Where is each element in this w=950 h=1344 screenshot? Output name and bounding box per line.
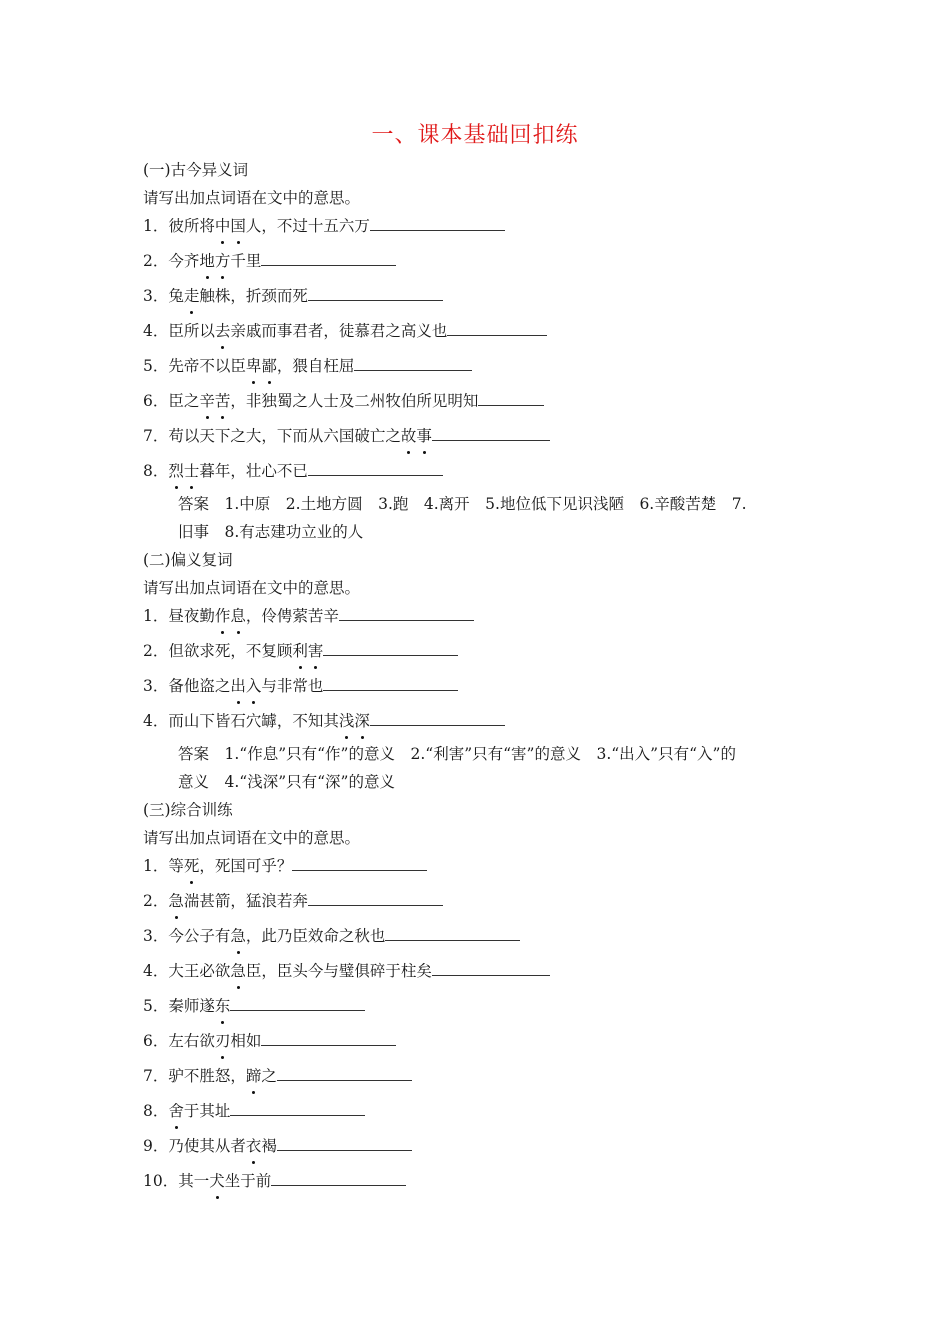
question-item: 8．舍于其址	[143, 1099, 365, 1122]
dotted-word: 急	[230, 962, 246, 980]
question-item: 3．兔走触株，折颈而死	[143, 284, 443, 307]
dotted-word: 东	[214, 997, 231, 1015]
question-item: 1．彼所将中国人，不过十五六万	[143, 214, 505, 237]
dotted-char: 深	[354, 712, 370, 730]
dotted-char: 方	[214, 252, 231, 270]
question-item: 6．臣之辛苦，非独蜀之人士及二州牧伯所见明知	[143, 389, 544, 412]
dotted-char: 辛	[199, 392, 215, 410]
answer-blank[interactable]	[277, 1064, 412, 1081]
answer-blank[interactable]	[308, 889, 443, 906]
section-heading-3: (三)综合训练	[143, 801, 233, 819]
dotted-char: 出	[230, 677, 246, 695]
dotted-word	[215, 607, 246, 625]
dotted-word: 走	[183, 287, 200, 305]
dotted-word: 刃	[214, 1032, 231, 1050]
dotted-char: 中	[214, 217, 231, 235]
question-item: 7．苟以天下之大，下而从六国破亡之故事	[143, 424, 550, 447]
answer-blank[interactable]	[447, 319, 547, 336]
dotted-word	[168, 462, 199, 480]
dotted-char: 作	[214, 607, 231, 625]
dotted-char: 故	[400, 427, 417, 445]
question-item: 8．烈士暮年，壮心不已	[143, 459, 443, 482]
answer-blank[interactable]	[261, 249, 396, 266]
answer-blank[interactable]	[478, 389, 544, 406]
dotted-word	[339, 712, 370, 730]
dotted-word: 去	[214, 322, 231, 340]
question-item: 5．秦师遂东	[143, 994, 365, 1017]
answer-blank[interactable]	[230, 994, 365, 1011]
dotted-char: 士	[183, 462, 200, 480]
dotted-word: 急	[230, 927, 246, 945]
answer-blank[interactable]	[385, 924, 520, 941]
question-item: 9．乃使其从者衣褐	[143, 1134, 412, 1157]
dotted-char: 浅	[338, 712, 355, 730]
dotted-char: 卑	[245, 357, 262, 375]
answer-blank[interactable]	[432, 424, 550, 441]
dotted-word	[401, 427, 432, 445]
dotted-word	[199, 252, 230, 270]
dotted-char: 息	[230, 607, 246, 625]
question-item: 4．臣所以去亲戚而事君者，徒慕君之高义也	[143, 319, 547, 342]
answer-text: 旧事 8.有志建功立业的人	[178, 523, 364, 541]
answer-blank[interactable]	[271, 1169, 406, 1186]
question-item: 1．昼夜勤作息，伶俜萦苦辛	[143, 604, 474, 627]
question-item: 5．先帝不以臣卑鄙，猥自枉屈	[143, 354, 472, 377]
dotted-char: 国	[230, 217, 246, 235]
answer-block-1	[178, 490, 818, 546]
dotted-char: 入	[245, 677, 262, 695]
answer-blank[interactable]	[323, 639, 458, 656]
section-prompt-3: 请写出加点词语在文中的意思。	[143, 829, 361, 847]
answer-text: 意义 4.“浅深”只有“深”的意义	[178, 773, 395, 791]
dotted-word: 蹄	[245, 1067, 262, 1085]
dotted-char: 鄙	[261, 357, 277, 375]
answer-blank[interactable]	[292, 854, 427, 871]
section-prompt-1: 请写出加点词语在文中的意思。	[143, 189, 361, 207]
section-heading-2: (二)偏义复词	[143, 551, 233, 569]
question-item: 4．大王必欲急臣，臣头今与璧俱碎于柱矣	[143, 959, 550, 982]
answer-blank[interactable]	[370, 214, 505, 231]
answer-blank[interactable]	[277, 1134, 412, 1151]
question-item: 2．今齐地方千里	[143, 249, 396, 272]
dotted-word: 死	[183, 857, 200, 875]
section-prompt-2: 请写出加点词语在文中的意思。	[143, 579, 361, 597]
dotted-char: 烈	[168, 462, 184, 480]
dotted-word	[215, 217, 246, 235]
dotted-word	[246, 357, 277, 375]
dotted-word: 衣	[245, 1137, 262, 1155]
answer-blank[interactable]	[323, 674, 458, 691]
question-item: 2．但欲求死，不复顾利害	[143, 639, 458, 662]
question-item: 1．等死，死国可乎？	[143, 854, 427, 877]
question-item: 4．而山下皆石穴罅，不知其浅深	[143, 709, 505, 732]
dotted-char: 利	[292, 642, 308, 660]
answer-text: 答案 1.中原 2.土地方圆 3.跑 4.离开 5.地位低下见识浅陋 6.辛酸苦楚 7.	[178, 495, 747, 513]
question-item: 6．左右欲刃相如	[143, 1029, 396, 1052]
answer-blank[interactable]	[339, 604, 474, 621]
dotted-word	[292, 642, 323, 660]
answer-blank[interactable]	[308, 284, 443, 301]
section-heading-1: (一)古今异义词	[143, 161, 249, 179]
question-item: 3．备他盗之出入与非常也	[143, 674, 458, 697]
dotted-word: 犬	[209, 1172, 225, 1190]
answer-blank[interactable]	[370, 709, 505, 726]
answer-blank[interactable]	[308, 459, 443, 476]
dotted-char: 苦	[214, 392, 231, 410]
dotted-char: 地	[199, 252, 215, 270]
dotted-word	[230, 677, 261, 695]
question-item: 2．急湍甚箭，猛浪若奔	[143, 889, 443, 912]
page-title: 一、课本基础回扣练	[371, 123, 579, 148]
dotted-word: 舍	[168, 1102, 184, 1120]
question-item: 3．今公子有急，此乃臣效命之秋也	[143, 924, 520, 947]
answer-blank[interactable]	[354, 354, 472, 371]
answer-blank[interactable]	[432, 959, 550, 976]
dotted-word	[199, 392, 230, 410]
question-item: 7．驴不胜怒，蹄之	[143, 1064, 412, 1087]
dotted-char: 事	[416, 427, 432, 445]
answer-blank[interactable]	[230, 1099, 365, 1116]
question-item: 10．其一犬坐于前	[143, 1169, 406, 1192]
answer-text: 答案 1.“作息”只有“作”的意义 2.“利害”只有“害”的意义 3.“出入”只有“入”的	[178, 745, 736, 763]
dotted-word: 急	[168, 892, 184, 910]
answer-block-2	[178, 740, 818, 796]
answer-blank[interactable]	[261, 1029, 396, 1046]
dotted-char: 害	[307, 642, 324, 660]
